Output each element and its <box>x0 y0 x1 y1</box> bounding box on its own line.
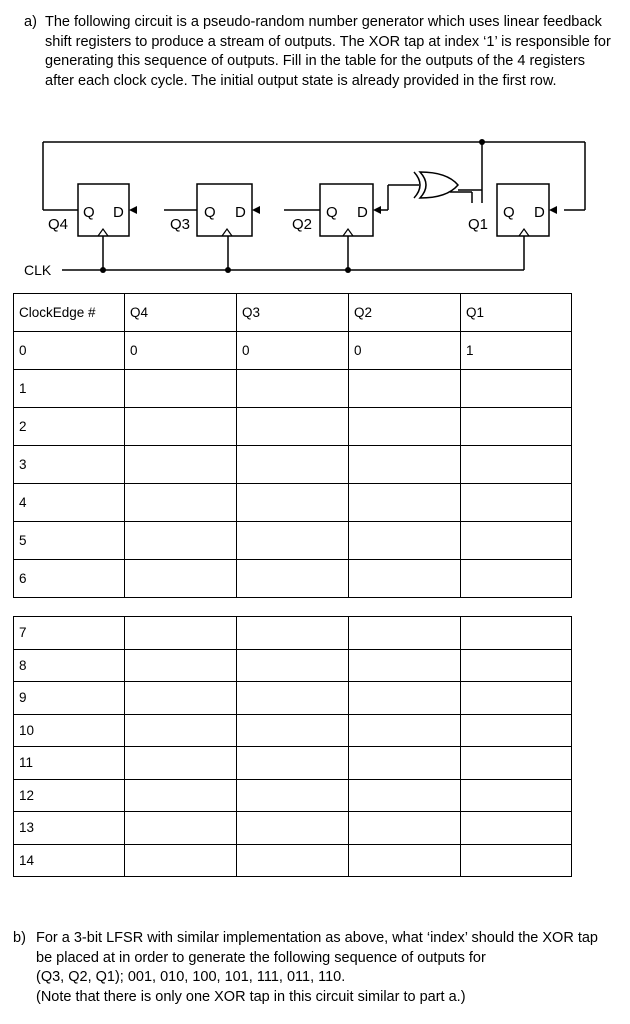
answer-cell[interactable] <box>237 560 349 598</box>
register-q-pin: Q <box>326 204 338 221</box>
clock-edge-cell: 11 <box>14 747 125 780</box>
answer-cell[interactable] <box>349 682 461 715</box>
answer-cell[interactable] <box>125 370 237 408</box>
part-b-line: (Note that there is only one XOR tap in this circuit similar to part a.) <box>36 988 466 1005</box>
header-cell: Q3 <box>237 294 349 332</box>
table-row <box>14 408 572 446</box>
answer-cell[interactable] <box>461 747 572 780</box>
answer-cell[interactable] <box>125 682 237 715</box>
register-d-pin: D <box>113 204 124 221</box>
part-a-line: generating this sequence of outputs. Fill in the table for the outputs of the 4 registers <box>45 53 586 69</box>
answer-cell[interactable] <box>349 370 461 408</box>
answer-cell[interactable]: 0 <box>349 332 461 370</box>
answer-cell[interactable] <box>461 812 572 845</box>
answer-cell[interactable] <box>349 484 461 522</box>
answer-cell[interactable] <box>349 522 461 560</box>
answer-table-bottom <box>13 616 572 877</box>
register-name: Q2 <box>292 216 313 233</box>
answer-cell[interactable] <box>349 844 461 877</box>
table-row <box>14 560 572 598</box>
answer-cell[interactable] <box>461 370 572 408</box>
table-row <box>14 714 572 747</box>
table-row <box>14 812 572 845</box>
answer-cell[interactable] <box>461 560 572 598</box>
answer-cell[interactable] <box>125 844 237 877</box>
answer-cell[interactable] <box>461 617 572 650</box>
answer-cell[interactable] <box>349 812 461 845</box>
answer-cell[interactable] <box>461 484 572 522</box>
answer-cell[interactable] <box>461 714 572 747</box>
header-cell: ClockEdge # <box>14 294 125 332</box>
register-d-pin: D <box>534 204 545 221</box>
part-b-line: For a 3-bit LFSR with similar implementation as above, what ‘index’ should the XOR tap <box>36 930 598 946</box>
clock-edge-cell: 1 <box>14 370 125 408</box>
answer-cell[interactable] <box>125 446 237 484</box>
answer-cell[interactable] <box>349 779 461 812</box>
table-header-row <box>14 294 572 332</box>
answer-cell[interactable]: 1 <box>461 332 572 370</box>
header-cell: Q4 <box>125 294 237 332</box>
clock-edge-cell: 13 <box>14 812 125 845</box>
part-a-label: a) <box>24 14 37 30</box>
answer-cell[interactable] <box>237 522 349 560</box>
register-q-pin: Q <box>204 204 216 221</box>
xor-gate-icon <box>405 172 458 198</box>
header-cell: Q2 <box>349 294 461 332</box>
table-row <box>14 617 572 650</box>
answer-cell[interactable] <box>237 649 349 682</box>
answer-cell[interactable] <box>125 649 237 682</box>
answer-cell[interactable] <box>237 682 349 715</box>
answer-cell[interactable] <box>125 714 237 747</box>
clock-edge-cell: 9 <box>14 682 125 715</box>
answer-cell[interactable] <box>125 747 237 780</box>
answer-cell[interactable] <box>349 714 461 747</box>
table-row <box>14 332 572 370</box>
question-part-b <box>13 929 598 1007</box>
part-a-line: after each clock cycle. The initial output state is already provided in the first row. <box>45 72 557 89</box>
part-b-line: be placed at in order to generate the following sequence of outputs for <box>36 949 486 966</box>
clock-edge-cell: 3 <box>14 446 125 484</box>
answer-cell[interactable] <box>237 844 349 877</box>
answer-cell[interactable] <box>461 446 572 484</box>
clock-edge-cell: 8 <box>14 649 125 682</box>
answer-cell[interactable] <box>237 446 349 484</box>
answer-cell[interactable] <box>461 408 572 446</box>
answer-cell[interactable] <box>237 408 349 446</box>
clock-edge-cell: 6 <box>14 560 125 598</box>
part-b-label: b) <box>13 930 26 946</box>
lfsr-circuit-diagram <box>0 0 630 290</box>
answer-cell[interactable] <box>461 779 572 812</box>
answer-cell[interactable] <box>237 779 349 812</box>
answer-cell[interactable] <box>237 370 349 408</box>
answer-cell[interactable] <box>125 812 237 845</box>
answer-cell[interactable] <box>349 649 461 682</box>
part-a-line: shift registers to produce a stream of outputs. The XOR tap at index ‘1’ is responsible for <box>45 33 611 50</box>
register-q1 <box>468 184 549 236</box>
register-q-pin: Q <box>503 204 515 221</box>
register-name: Q1 <box>468 216 489 233</box>
register-q-pin: Q <box>83 204 95 221</box>
answer-cell[interactable] <box>125 617 237 650</box>
table-row <box>14 682 572 715</box>
register-d-pin: D <box>357 204 368 221</box>
table-row <box>14 747 572 780</box>
clock-edge-cell: 10 <box>14 714 125 747</box>
register-d-pin: D <box>235 204 246 221</box>
part-b-line: (Q3, Q2, Q1); 001, 010, 100, 101, 111, 011, 110. <box>36 969 346 985</box>
clock-edge-cell: 12 <box>14 779 125 812</box>
answer-cell[interactable] <box>349 560 461 598</box>
answer-cell[interactable] <box>237 812 349 845</box>
clock-edge-cell: 14 <box>14 844 125 877</box>
answer-cell[interactable] <box>125 522 237 560</box>
clock-edge-cell: 0 <box>14 332 125 370</box>
answer-cell[interactable] <box>125 484 237 522</box>
answer-cell[interactable]: 0 <box>125 332 237 370</box>
register-name: Q4 <box>48 216 69 233</box>
answer-cell[interactable] <box>237 747 349 780</box>
table-row <box>14 522 572 560</box>
clock-edge-cell: 2 <box>14 408 125 446</box>
table-row <box>14 649 572 682</box>
answer-cell[interactable] <box>237 484 349 522</box>
register-name: Q3 <box>170 216 191 233</box>
answer-table-top <box>13 293 572 598</box>
answer-cell[interactable] <box>237 617 349 650</box>
answer-cell[interactable] <box>125 560 237 598</box>
answer-cell[interactable] <box>349 617 461 650</box>
clock-edge-cell: 7 <box>14 617 125 650</box>
table-row <box>14 844 572 877</box>
answer-cell[interactable] <box>237 714 349 747</box>
table-row <box>14 779 572 812</box>
answer-cell[interactable]: 0 <box>237 332 349 370</box>
answer-cell[interactable] <box>461 682 572 715</box>
answer-cell[interactable] <box>125 779 237 812</box>
part-a-line: The following circuit is a pseudo-random number generator which uses linear feedback <box>45 14 602 30</box>
answer-cell[interactable] <box>349 747 461 780</box>
clock-edge-cell: 4 <box>14 484 125 522</box>
answer-cell[interactable] <box>461 649 572 682</box>
answer-cell[interactable] <box>461 522 572 560</box>
answer-cell[interactable] <box>461 844 572 877</box>
answer-cell[interactable] <box>349 446 461 484</box>
header-cell: Q1 <box>461 294 572 332</box>
answer-cell[interactable] <box>349 408 461 446</box>
table-row <box>14 446 572 484</box>
clock-label: CLK <box>24 262 52 278</box>
answer-cell[interactable] <box>125 408 237 446</box>
table-row <box>14 484 572 522</box>
table-row <box>14 370 572 408</box>
clock-edge-cell: 5 <box>14 522 125 560</box>
